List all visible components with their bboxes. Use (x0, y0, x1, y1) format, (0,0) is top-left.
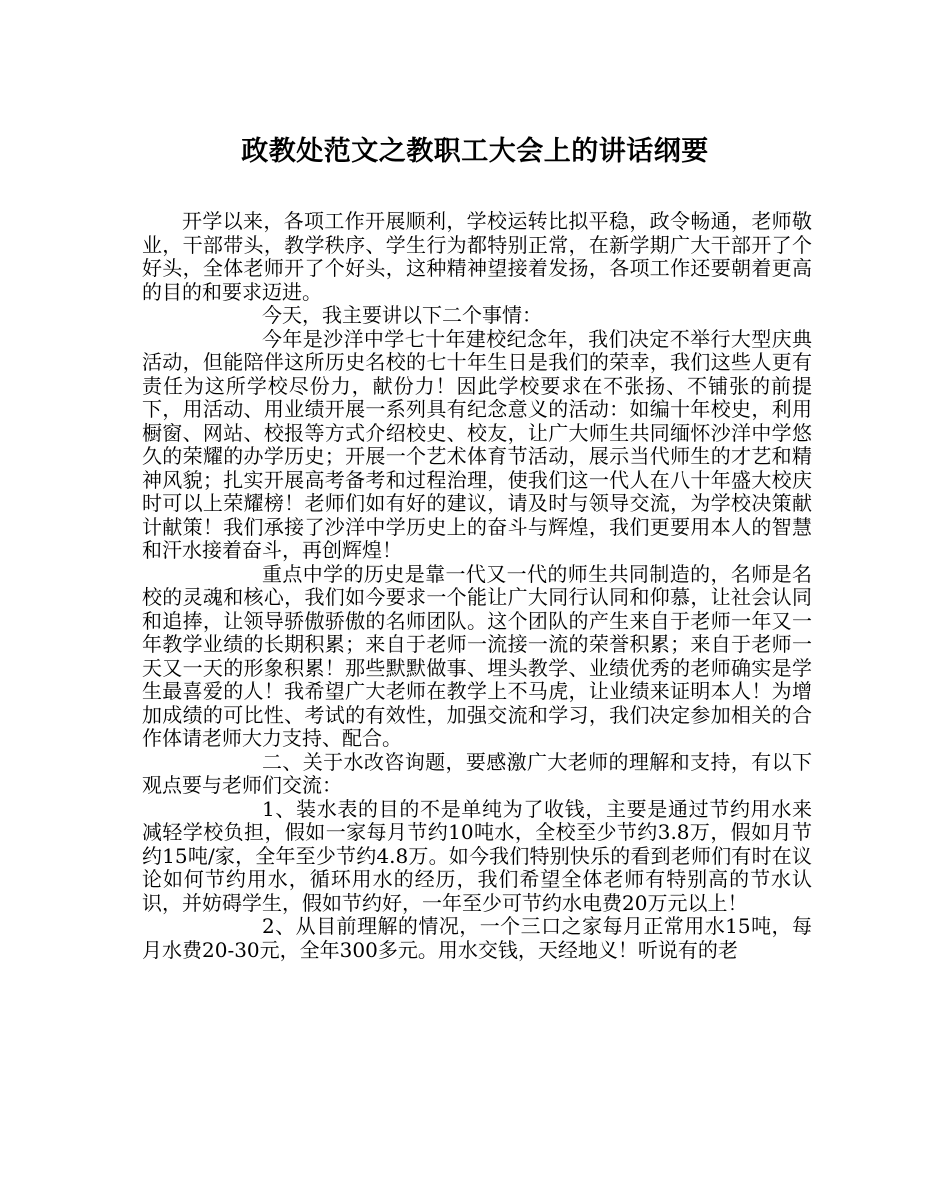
paragraph-anniversary: 今年是沙洋中学七十年建校纪念年，我们决定不举行大型庆典活动，但能陪伴这所历史名校的七十年生日是我们的荣幸，我们这些人更有责任为这所学校尽份力，献份力！因此学校要求在不张扬、不铺张的前提下，用活动、用业绩开展一系列具有纪念意义的活动：如编十年校史，利用橱窗、网站、校报等方式介绍校史、校友，让广大师生共同缅怀沙洋中学悠久的荣耀的办学历史；开展一个艺术体育节活动，展示当代师生的才艺和精神风貌；扎实开展高考备考和过程治理，使我们这一代人在八十年盛大校庆时可以上荣耀榜！老师们如有好的建议，请及时与领导交流，为学校决策献计献策！我们承接了沙洋中学历史上的奋斗与辉煌，我们更要用本人的智慧和汗水接着奋斗，再创辉煌！ (142, 326, 812, 562)
paragraph-water-point-1: 1、装水表的目的不是单纯为了收钱，主要是通过节约用水来减轻学校负担，假如一家每月节约10吨水，全校至少节约3.8万，假如月节约15吨/家，全年至少节约4.8万。如今我们特别快乐的看到老师们有时在议论如何节约用水，循环用水的经历，我们希望全体老师有特别高的节水认识，并妨碍学生，假如节约好，一年至少可节约水电费20万元以上！ (142, 796, 812, 915)
paragraph-water-point-2: 2、从目前理解的情况，一个三口之家每月正常用水15吨，每月水费20-30元，全年300多元。用水交钱，天经地义！听说有的老 (142, 914, 812, 962)
paragraph-water-reform-heading: 二、关于水改咨询题，要感激广大老师的理解和支持，有以下观点要与老师们交流： (142, 749, 812, 797)
paragraph-topics-intro: 今天，我主要讲以下二个事情： (262, 303, 542, 327)
document-body (142, 210, 812, 962)
paragraph-opening: 开学以来，各项工作开展顺利，学校运转比拟平稳，政令畅通，老师敬业，干部带头，教学秩序、学生行为都特别正常，在新学期广大干部开了个好头，全体老师开了个好头，这种精神望接着发扬，各项工作还要朝着更高的目的和要求迈进。 (142, 209, 812, 304)
document-title: 政教处范文之教职工大会上的讲话纲要 (241, 136, 709, 167)
paragraph-teacher-team: 重点中学的历史是靠一代又一代的师生共同制造的，名师是名校的灵魂和核心，我们如今要求一个能让广大同行认同和仰慕，让社会认同和追捧，让领导骄傲骄傲的名师团队。这个团队的产生来自于老师一年又一年教学业绩的长期积累；来自于老师一流接一流的荣誉积累；来自于老师一天又一天的形象积累！那些默默做事、埋头教学、业绩优秀的老师确实是学生最喜爱的人！我希望广大老师在教学上不马虎，让业绩来证明本人！为增加成绩的可比性、考试的有效性，加强交流和学习，我们决定参加相关的合作体请老师大力支持、配合。 (142, 561, 812, 750)
